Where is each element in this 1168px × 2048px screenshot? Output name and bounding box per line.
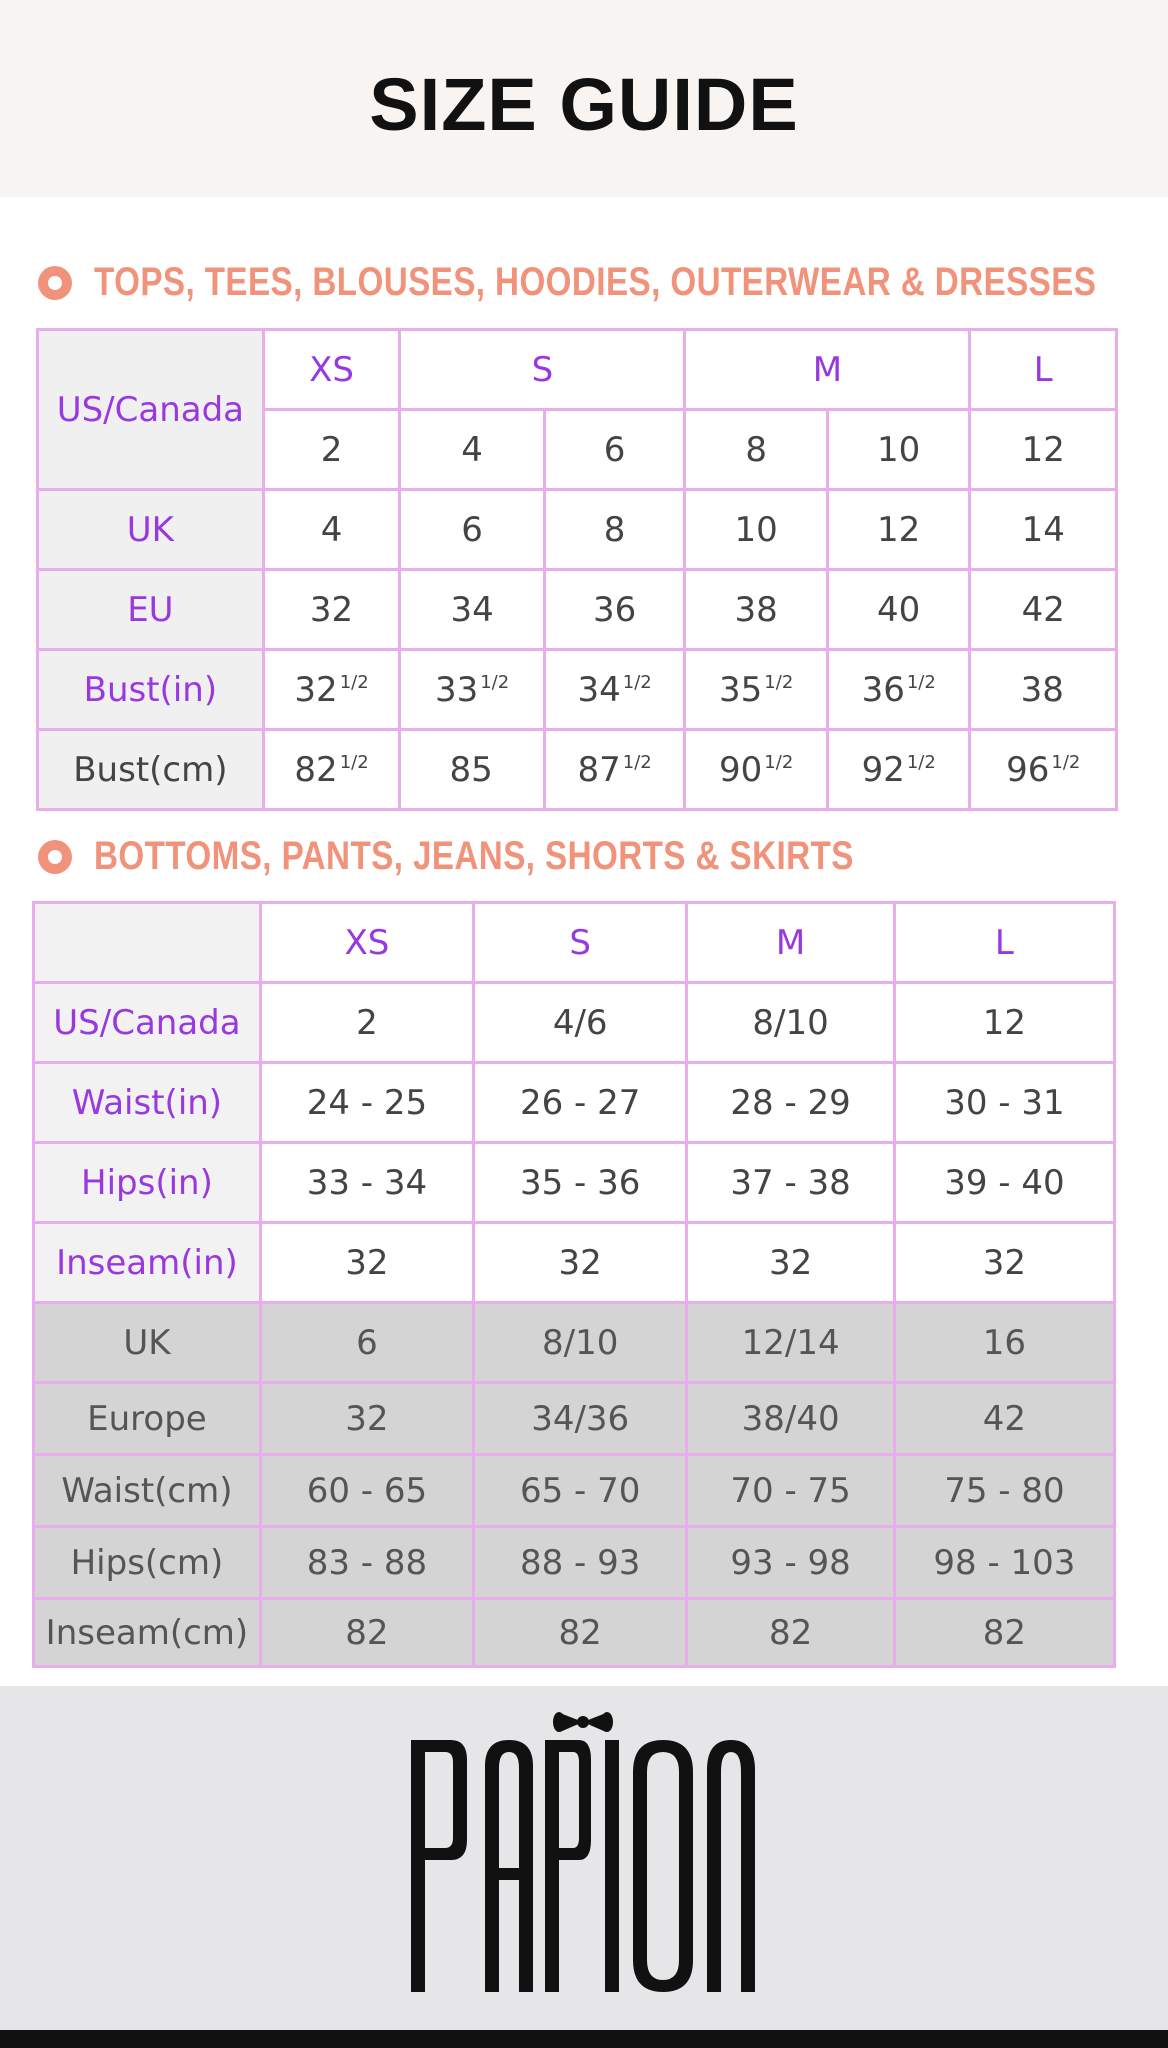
circle-bullet-icon <box>38 840 72 874</box>
letter-p-second <box>545 1740 591 1992</box>
table-cell: 4 <box>263 490 400 570</box>
size-xs: XS <box>260 903 473 983</box>
table-cell: 4 <box>400 410 545 490</box>
table-row <box>34 1063 1115 1143</box>
page-title: SIZE GUIDE <box>369 63 799 146</box>
table-cell: 8/10 <box>687 983 894 1063</box>
empty-header-cell <box>34 903 261 983</box>
letter-i <box>605 1740 619 1992</box>
row-label: UK <box>38 490 264 570</box>
table-cell: 75 - 80 <box>894 1455 1114 1527</box>
table-cell: 38/40 <box>687 1383 894 1455</box>
circle-bullet-icon <box>38 266 72 300</box>
row-label: Waist(cm) <box>34 1455 261 1527</box>
bow-tie-icon <box>553 1712 613 1732</box>
row-label: Bust(cm) <box>38 730 264 810</box>
size-s: S <box>473 903 686 983</box>
table-cell: 36 <box>544 570 685 650</box>
table-row <box>34 903 1115 983</box>
table-cell: 14 <box>970 490 1117 570</box>
table-cell: 88 - 93 <box>473 1527 686 1599</box>
table-row <box>34 1143 1115 1223</box>
table-cell: 32 <box>260 1383 473 1455</box>
table-cell: 2 <box>263 410 400 490</box>
table-cell: 2 <box>260 983 473 1063</box>
table-cell: 83 - 88 <box>260 1527 473 1599</box>
letter-o <box>633 1740 693 1992</box>
table-cell: 34 $^{1/2}$ <box>544 650 685 730</box>
table-row <box>38 650 1117 730</box>
table-cell: 65 - 70 <box>473 1455 686 1527</box>
table-cell: 12 <box>970 410 1117 490</box>
row-label: Inseam(in) <box>34 1223 261 1303</box>
table-cell: 32 $^{1/2}$ <box>263 650 400 730</box>
table-cell: 16 <box>894 1303 1114 1383</box>
table-row <box>34 1455 1115 1527</box>
row-label: Waist(in) <box>34 1063 261 1143</box>
table-cell: 32 <box>473 1223 686 1303</box>
table-cell: 82 <box>894 1599 1114 1667</box>
table-cell: 26 - 27 <box>473 1063 686 1143</box>
table-cell: 60 - 65 <box>260 1455 473 1527</box>
table-cell: 90 $^{1/2}$ <box>685 730 828 810</box>
table-cell: 70 - 75 <box>687 1455 894 1527</box>
tops-section-title <box>38 260 1168 305</box>
letter-n <box>707 1740 755 1992</box>
size-s: S <box>400 330 685 410</box>
table-row <box>34 1599 1115 1667</box>
size-l: L <box>970 330 1117 410</box>
table-cell: 12 <box>827 490 970 570</box>
row-label: Hips(in) <box>34 1143 261 1223</box>
table-cell: 33 - 34 <box>260 1143 473 1223</box>
table-cell: 93 - 98 <box>687 1527 894 1599</box>
table-cell: 12/14 <box>687 1303 894 1383</box>
table-row <box>34 1527 1115 1599</box>
table-cell: 6 <box>260 1303 473 1383</box>
footer-divider <box>0 2030 1168 2048</box>
header <box>0 0 1168 197</box>
table-cell: 4/6 <box>473 983 686 1063</box>
brand-name: PAPION <box>405 1700 409 1701</box>
table-cell: 32 <box>263 570 400 650</box>
table-cell: 10 <box>685 490 828 570</box>
table-cell: 42 <box>894 1383 1114 1455</box>
table-cell: 82 <box>473 1599 686 1667</box>
table-cell: 39 - 40 <box>894 1143 1114 1223</box>
size-l: L <box>894 903 1114 983</box>
row-label: EU <box>38 570 264 650</box>
row-label: Europe <box>34 1383 261 1455</box>
letter-a <box>485 1740 533 1992</box>
row-label: UK <box>34 1303 261 1383</box>
table-row <box>38 570 1117 650</box>
table-cell: 10 <box>827 410 970 490</box>
table-row <box>38 730 1117 810</box>
table-cell: 12 <box>894 983 1114 1063</box>
papion-logo <box>405 1700 765 2010</box>
table-cell: 32 <box>260 1223 473 1303</box>
table-cell: 8/10 <box>473 1303 686 1383</box>
size-xs: XS <box>263 330 400 410</box>
us-canada-label: US/Canada <box>38 330 264 490</box>
table-row <box>34 983 1115 1063</box>
table-cell: 82 $^{1/2}$ <box>263 730 400 810</box>
table-cell: 38 <box>970 650 1117 730</box>
tops-title: TOPS, TEES, BLOUSES, HOODIES, OUTERWEAR & DRESSES <box>94 260 1097 304</box>
row-label: Inseam(cm) <box>34 1599 261 1667</box>
tops-size-table <box>36 328 1118 811</box>
table-row <box>34 1303 1115 1383</box>
table-cell: 35 - 36 <box>473 1143 686 1223</box>
table-cell: 85 <box>400 730 545 810</box>
bottoms-size-table <box>32 901 1116 1668</box>
size-m: M <box>687 903 894 983</box>
table-row <box>38 490 1117 570</box>
table-cell: 82 <box>260 1599 473 1667</box>
table-cell: 6 <box>400 490 545 570</box>
row-label: US/Canada <box>34 983 261 1063</box>
table-cell: 32 <box>687 1223 894 1303</box>
table-cell: 96 $^{1/2}$ <box>970 730 1117 810</box>
table-cell: 37 - 38 <box>687 1143 894 1223</box>
table-cell: 34/36 <box>473 1383 686 1455</box>
table-cell: 87 $^{1/2}$ <box>544 730 685 810</box>
table-cell: 40 <box>827 570 970 650</box>
table-cell: 6 <box>544 410 685 490</box>
table-cell: 30 - 31 <box>894 1063 1114 1143</box>
table-cell: 35 $^{1/2}$ <box>685 650 828 730</box>
table-cell: 24 - 25 <box>260 1063 473 1143</box>
bottoms-title: BOTTOMS, PANTS, JEANS, SHORTS & SKIRTS <box>94 834 854 878</box>
table-cell: 33 $^{1/2}$ <box>400 650 545 730</box>
letter-p <box>411 1740 467 1992</box>
table-row <box>34 1223 1115 1303</box>
table-cell: 38 <box>685 570 828 650</box>
table-cell: 34 <box>400 570 545 650</box>
table-cell: 36 $^{1/2}$ <box>827 650 970 730</box>
row-label: Bust(in) <box>38 650 264 730</box>
table-cell: 28 - 29 <box>687 1063 894 1143</box>
table-cell: 92 $^{1/2}$ <box>827 730 970 810</box>
size-m: M <box>685 330 970 410</box>
table-cell: 82 <box>687 1599 894 1667</box>
table-cell: 8 <box>685 410 828 490</box>
row-label: Hips(cm) <box>34 1527 261 1599</box>
table-cell: 98 - 103 <box>894 1527 1114 1599</box>
table-row <box>34 1383 1115 1455</box>
table-cell: 32 <box>894 1223 1114 1303</box>
table-cell: 8 <box>544 490 685 570</box>
bottoms-section-title <box>38 834 1009 879</box>
table-cell: 42 <box>970 570 1117 650</box>
